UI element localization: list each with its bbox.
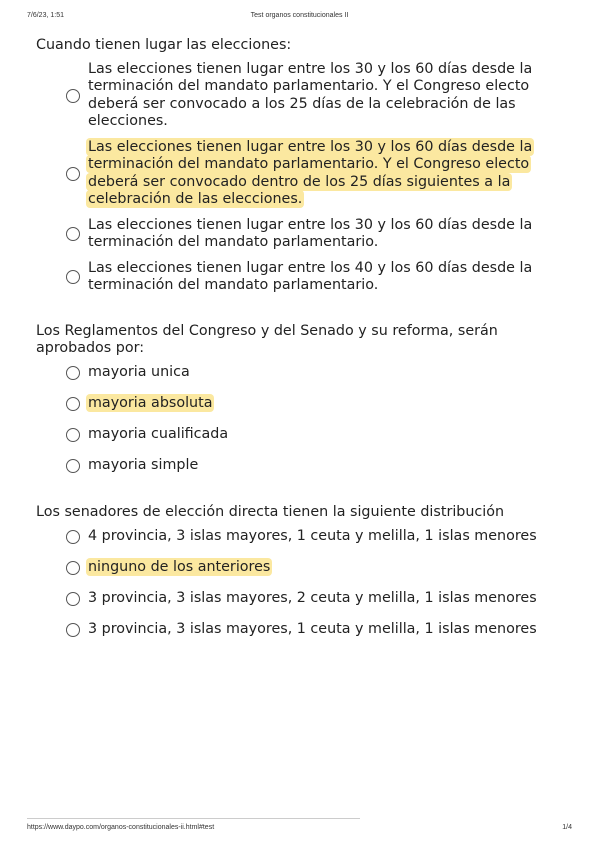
- answer-text: 3 provincia, 3 islas mayores, 1 ceuta y melilla, 1 islas menores: [88, 620, 537, 637]
- answer-option[interactable]: [36, 61, 576, 131]
- print-footer: [0, 818, 599, 838]
- answer-text: 3 provincia, 3 islas mayores, 2 ceuta y melilla, 1 islas menores: [88, 589, 537, 606]
- question-3: [36, 504, 576, 638]
- answer-text: mayoria simple: [88, 456, 199, 473]
- answer-text: mayoria absoluta: [88, 394, 213, 411]
- answer-option[interactable]: [36, 426, 576, 444]
- radio-button-icon[interactable]: [66, 530, 80, 544]
- answer-option[interactable]: [36, 364, 576, 382]
- answer-option[interactable]: [36, 217, 576, 252]
- answer-option[interactable]: [36, 260, 576, 295]
- answer-text: Las elecciones tienen lugar entre los 30 y los 60 días desde la terminación del mandato parlamentario. Y el Congreso electo deberá ser convocado dentro de los 25 días siguientes a la celebración de las elecciones.: [88, 138, 533, 207]
- answer-option-correct[interactable]: [36, 395, 576, 413]
- question-2: [36, 323, 576, 475]
- answer-options: [36, 528, 576, 639]
- question-text: Los senadores de elección directa tienen la siguiente distribución: [36, 504, 505, 520]
- answer-option-correct[interactable]: [36, 139, 576, 209]
- radio-button-icon[interactable]: [66, 623, 80, 637]
- question-text: Los Reglamentos del Congreso y del Senado y su reforma, serán aprobados por:: [36, 322, 498, 356]
- print-datetime: 7/6/23, 1:51: [27, 12, 64, 19]
- answer-text: mayoria cualificada: [88, 425, 229, 442]
- radio-button-icon[interactable]: [66, 270, 80, 284]
- radio-button-icon[interactable]: [66, 167, 80, 181]
- answer-options: [36, 364, 576, 475]
- answer-option[interactable]: [36, 457, 576, 475]
- radio-button-icon[interactable]: [66, 227, 80, 241]
- print-title: Test organos constitucionales II: [250, 12, 349, 19]
- radio-button-icon[interactable]: [66, 428, 80, 442]
- question-text: Cuando tienen lugar las elecciones:: [36, 37, 292, 53]
- answer-text: Las elecciones tienen lugar entre los 30 y los 60 días desde la terminación del mandato parlamentario.: [88, 216, 533, 250]
- answer-text: mayoria unica: [88, 363, 190, 380]
- answer-text: 4 provincia, 3 islas mayores, 1 ceuta y melilla, 1 islas menores: [88, 527, 537, 544]
- page-number: 1/4: [562, 824, 572, 831]
- answer-option[interactable]: [36, 528, 576, 546]
- answer-option[interactable]: [36, 590, 576, 608]
- radio-button-icon[interactable]: [66, 397, 80, 411]
- radio-button-icon[interactable]: [66, 592, 80, 606]
- answer-text: Las elecciones tienen lugar entre los 30 y los 60 días desde la terminación del mandato parlamentario. Y el Congreso electo deberá ser convocado a los 25 días de la celebración de las elecciones.: [88, 60, 533, 129]
- footer-divider: [27, 818, 360, 819]
- radio-button-icon[interactable]: [66, 459, 80, 473]
- radio-button-icon[interactable]: [66, 561, 80, 575]
- page-url: https://www.daypo.com/organos-constitucionales-ii.html#test: [27, 824, 215, 831]
- answer-option[interactable]: [36, 621, 576, 639]
- answer-text: Las elecciones tienen lugar entre los 40 y los 60 días desde la terminación del mandato parlamentario.: [88, 259, 533, 293]
- radio-button-icon[interactable]: [66, 366, 80, 380]
- question-1: [36, 37, 576, 295]
- radio-button-icon[interactable]: [66, 89, 80, 103]
- print-header: [0, 12, 599, 26]
- answer-options: [36, 61, 576, 295]
- answer-text: ninguno de los anteriores: [88, 558, 271, 575]
- answer-option-correct[interactable]: [36, 559, 576, 577]
- quiz-content: [36, 37, 576, 668]
